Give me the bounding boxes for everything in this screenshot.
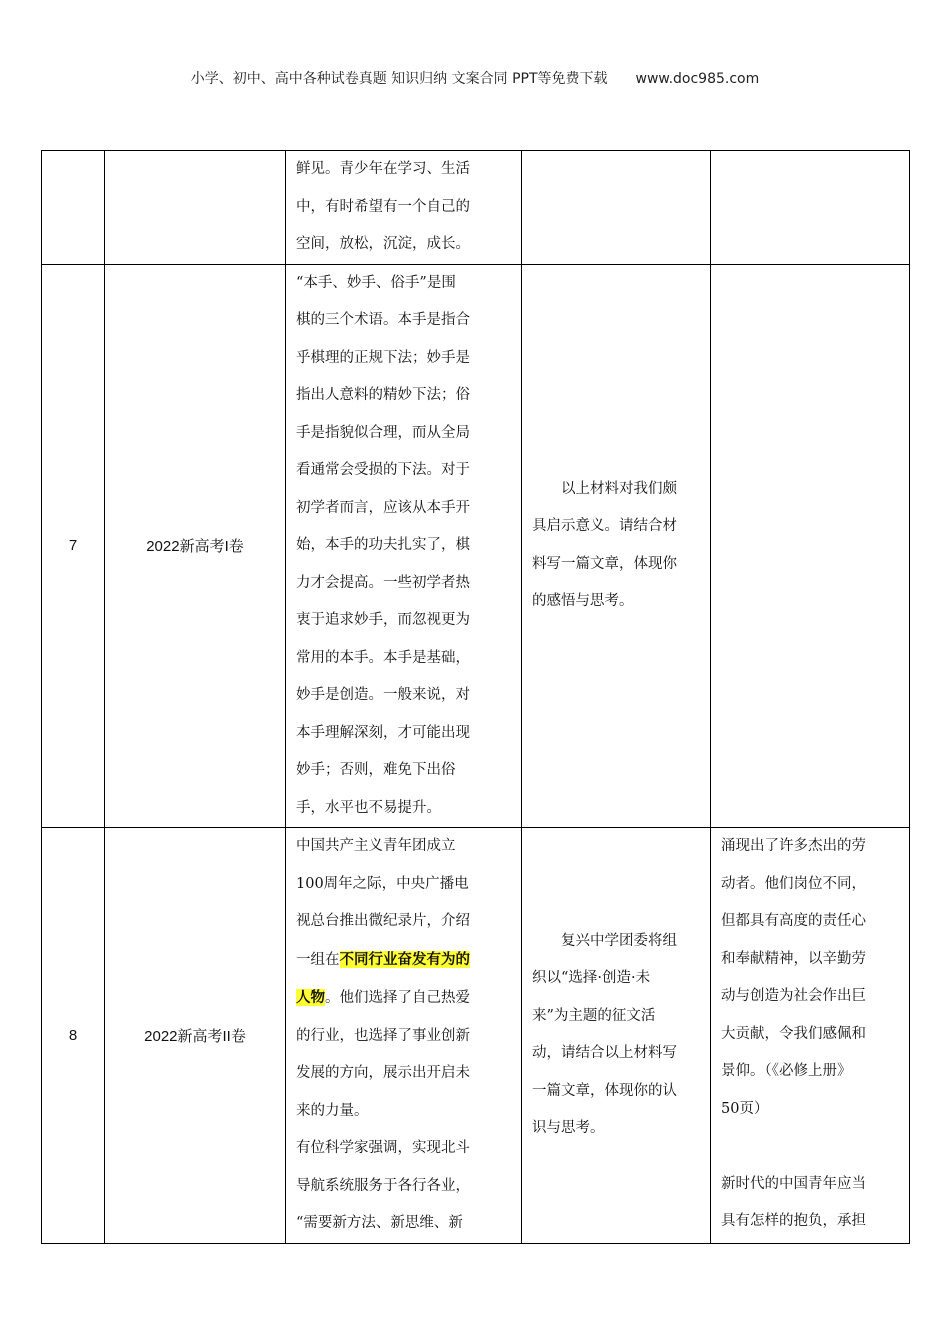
material-line: 妙手；否则，难免下出俗 — [296, 762, 456, 778]
material-line: 衷于追求妙手，而忽视更为 — [296, 612, 470, 628]
reference-line: 动者。他们岗位不同， — [721, 875, 866, 892]
row-number: 7 — [42, 264, 105, 828]
header-text: 小学、初中、高中各种试卷真题 知识归纳 文案合同 PPT等免费下载 — [190, 71, 608, 87]
exam-name: 2022新高考II卷 — [105, 828, 286, 1244]
row-number — [42, 151, 105, 265]
material-line: 乎棋理的正规下法；妙手是 — [296, 349, 470, 366]
task-line: 以上材料对我们颇 — [532, 480, 677, 497]
essay-prompt-table — [41, 150, 910, 1244]
task-cell — [522, 828, 711, 1244]
table-row — [42, 151, 910, 265]
reference-cell — [711, 264, 910, 828]
material-line: 手，水平也不易提升。 — [296, 799, 441, 816]
task-line: 来”为主题的征文活 — [532, 1007, 656, 1024]
task-line: 一篇文章，体现你的认 — [532, 1082, 677, 1099]
reference-line: 大贡献，令我们感佩和 — [721, 1025, 866, 1042]
table-row — [42, 828, 910, 1244]
task-cell — [522, 264, 711, 828]
task-line: 的感悟与思考。 — [532, 593, 634, 610]
reference-line: 但都具有高度的责任心 — [721, 913, 866, 929]
highlighted-text: 人物 — [296, 989, 325, 1006]
material-line: 看通常会受损的下法。对于 — [296, 462, 470, 478]
material-line: 棋的三个术语。本手是指合 — [296, 312, 470, 328]
material-line: 导航系统服务于各行各业， — [296, 1177, 470, 1194]
material-line: 手是指貌似合理，而从全局 — [296, 424, 470, 441]
material-text: 一组在 — [296, 951, 340, 968]
material-line: “需要新方法、新思维、新 — [296, 1215, 463, 1231]
material-line: 指出人意料的精妙下法；俗 — [296, 387, 470, 403]
reference-line: 涌现出了许多杰出的劳 — [721, 838, 866, 854]
material-line: 视总台推出微纪录片，介绍 — [296, 913, 470, 929]
material-text: 。他们选择了自己热爱 — [325, 990, 470, 1006]
reference-line: 和奉献精神，以辛勤劳 — [721, 950, 866, 967]
material-line: 空间，放松，沉淀，成长。 — [296, 236, 470, 252]
table-row — [42, 264, 910, 828]
material-line: 初学者而言，应该从本手开 — [296, 499, 470, 516]
reference-line: 50页） — [721, 1100, 769, 1117]
header-site: www.doc985.com — [635, 71, 760, 87]
material-cell — [286, 828, 522, 1244]
task-line: 动，请结合以上材料写 — [532, 1045, 677, 1062]
exam-name — [105, 151, 286, 265]
task-cell — [522, 151, 711, 265]
material-line — [296, 979, 511, 1018]
material-cell — [286, 264, 522, 828]
reference-line: 新时代的中国青年应当 — [721, 1175, 866, 1192]
material-line: 本手理解深刻，才可能出现 — [296, 724, 470, 741]
material-line: 妙手是创造。一般来说，对 — [296, 687, 470, 703]
material-line: 100周年之际，中央广播电 — [296, 875, 469, 892]
material-cell — [286, 151, 522, 265]
material-line: 力才会提高。一些初学者热 — [296, 574, 470, 591]
task-line: 具启示意义。请结合材 — [532, 518, 677, 535]
exam-name: 2022新高考I卷 — [105, 264, 286, 828]
material-line: “本手、妙手、俗手”是围 — [296, 274, 456, 291]
task-line: 织以“选择·创造·未 — [532, 970, 651, 987]
reference-cell — [711, 828, 910, 1244]
highlighted-text: 不同行业奋发有为的 — [339, 950, 470, 968]
reference-line: 动与创造为社会作出巨 — [721, 988, 866, 1004]
material-line: 中国共产主义青年团成立 — [296, 838, 456, 854]
material-line: 中，有时希望有一个自己的 — [296, 198, 470, 215]
material-line: 鲜见。青少年在学习、生活 — [296, 161, 470, 177]
task-line: 料写一篇文章，体现你 — [532, 555, 677, 572]
task-line: 识与思考。 — [532, 1120, 605, 1137]
material-line — [296, 941, 511, 980]
row-number: 8 — [42, 828, 105, 1244]
page-header — [0, 68, 950, 88]
reference-line — [721, 1128, 899, 1166]
material-line: 发展的方向，展示出开启未 — [296, 1065, 470, 1081]
material-line: 始，本手的功夫扎实了，棋 — [296, 537, 470, 553]
reference-line: 具有怎样的抱负，承担 — [721, 1213, 866, 1229]
reference-cell — [711, 151, 910, 265]
reference-line: 景仰。（《必修上册》 — [721, 1063, 852, 1079]
material-line: 来的力量。 — [296, 1102, 369, 1119]
material-line: 有位科学家强调，实现北斗 — [296, 1140, 470, 1156]
material-line: 常用的本手。本手是基础， — [296, 649, 470, 666]
task-line: 复兴中学团委将组 — [532, 932, 677, 949]
material-line: 的行业，也选择了事业创新 — [296, 1027, 470, 1044]
